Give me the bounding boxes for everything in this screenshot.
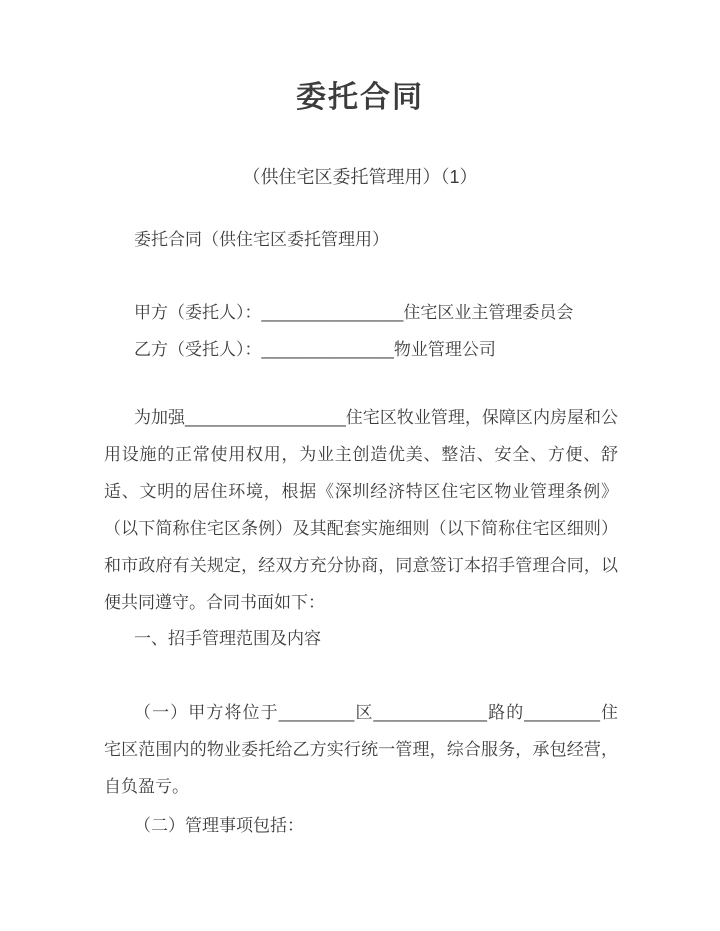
section1-heading: 一、招手管理范围及内容: [134, 629, 321, 648]
document-subtitle: （供住宅区委托管理用）（1）: [242, 167, 478, 187]
clause1-paragraph: [104, 694, 618, 805]
clause1-blank-road: ____________: [373, 703, 488, 722]
clause1-text-1: （一）甲方将位于: [134, 703, 279, 722]
clause1-text-2: 区: [354, 703, 374, 722]
clause1-text-4: 住宅区范围内的物业委托给乙方实行统一管理，综合服务，承包经营，自负盈亏。: [104, 703, 619, 796]
clause1-blank-estate: ________: [524, 703, 600, 722]
preamble-body: 住宅区牧业管理，保障区内房屋和公用设施的正常使用权用，为业主创造优美、整洁、安全、方便、舒适、文明的居住环境，根据《深圳经济特区住宅区物业管理条例》（以下简称住宅区条例）及其配套实施细则（以下简称住宅区细则）和市政府有关规定，经双方充分协商，同意签订本招手管理合同，以便共同遵守。合同书面如下：: [104, 408, 619, 612]
document-title: 委托合同: [296, 81, 424, 114]
party-b-line: [104, 331, 618, 368]
party-a-line: [104, 294, 618, 331]
clause1-text-3: 路的: [487, 703, 525, 722]
party-b-label: 乙方（受托人）：: [134, 340, 262, 359]
party-a-label: 甲方（委托人）：: [134, 303, 262, 322]
party-a-name: 住宅区业主管理委员会: [403, 303, 574, 322]
preamble-blank-field: _________________: [185, 408, 346, 427]
party-a-blank-field: _______________: [261, 303, 404, 322]
preamble-paragraph: [104, 399, 618, 621]
clause1-blank-district: ________: [278, 703, 355, 722]
party-b-blank-field: ______________: [261, 340, 394, 359]
party-b-name: 物业管理公司: [393, 340, 496, 359]
doc-label-line: 委托合同（供住宅区委托管理用）: [134, 230, 389, 249]
preamble-lead: 为加强: [134, 408, 186, 427]
clause2-paragraph: （二）管理事项包括：: [134, 816, 304, 835]
